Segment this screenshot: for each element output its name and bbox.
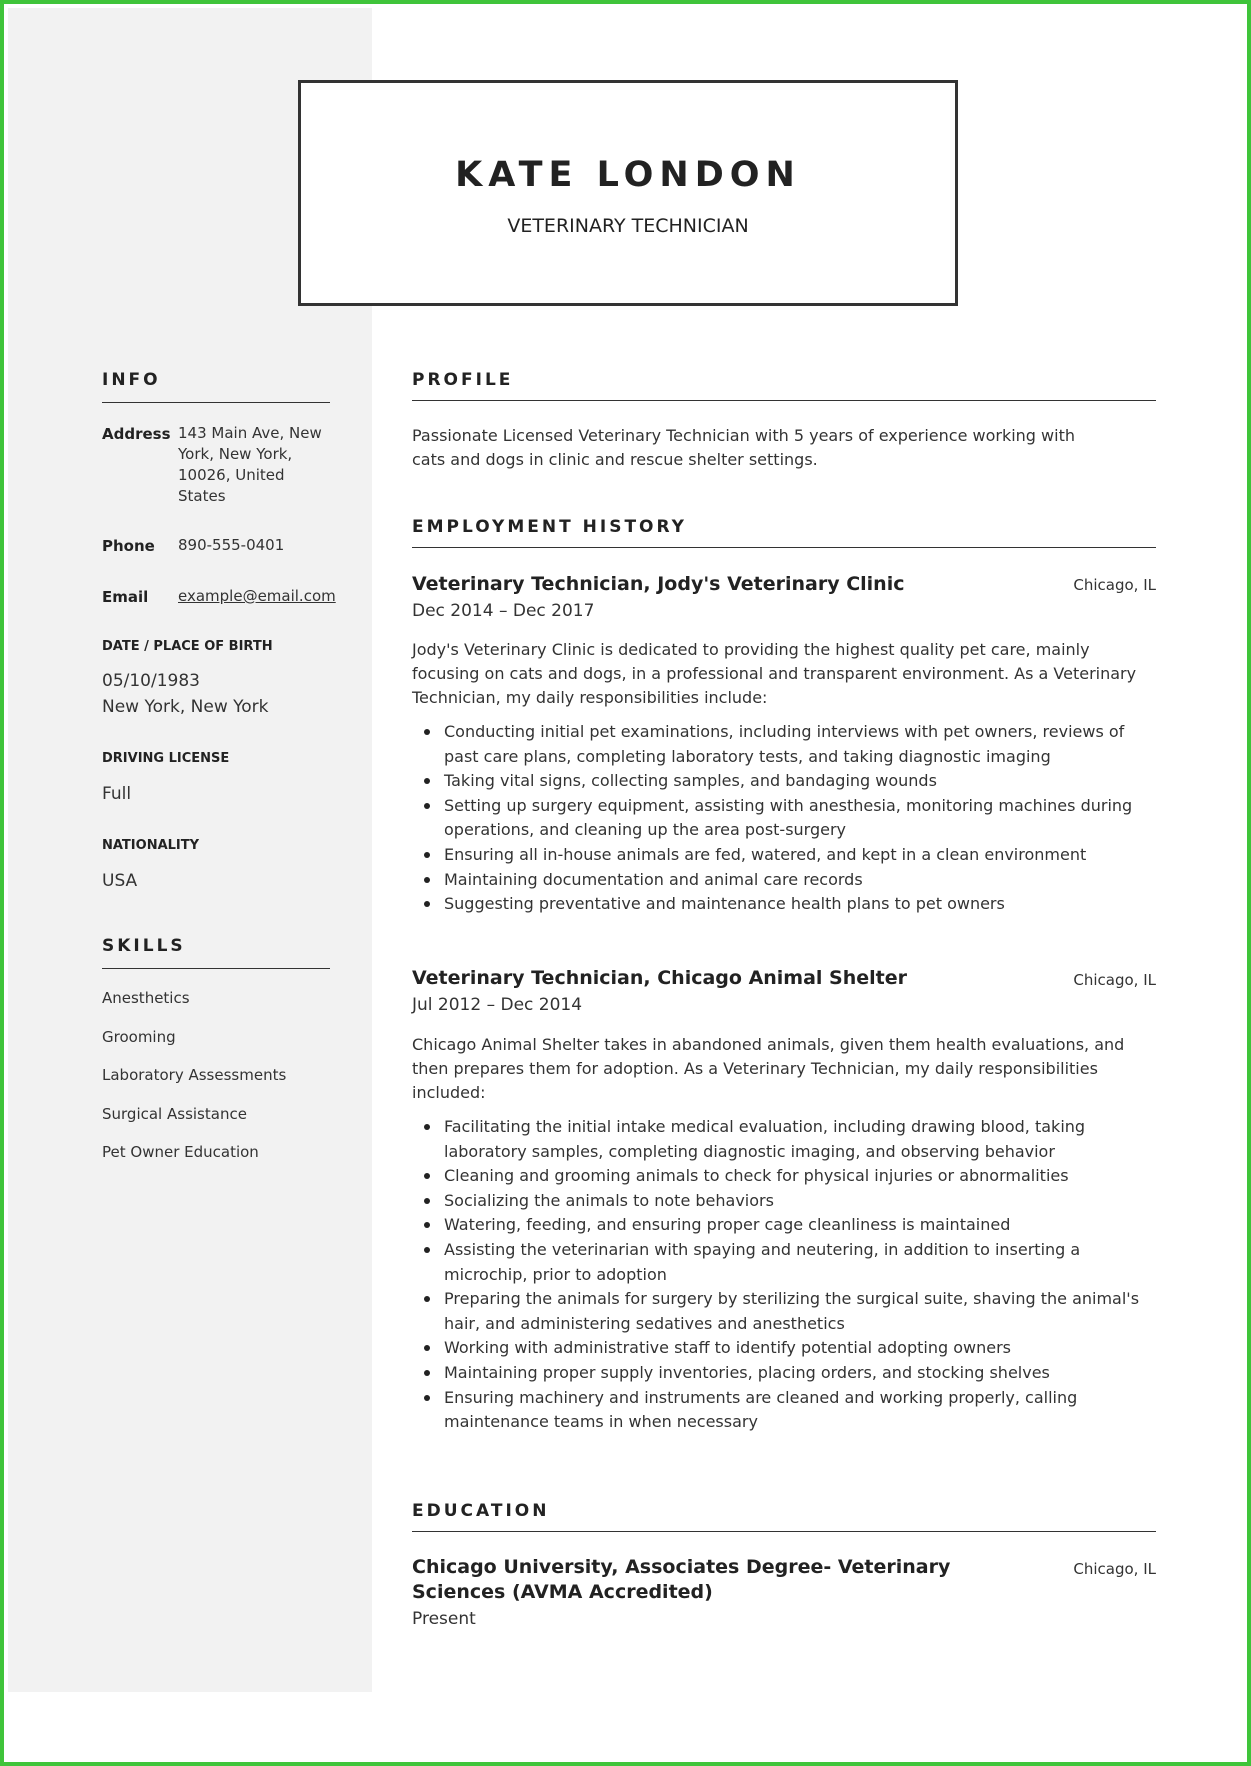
bullet-line: Suggesting preventative and maintenance health plans to pet owners bbox=[444, 894, 1005, 914]
skill-item: Laboratory Assessments bbox=[102, 1066, 287, 1084]
driving-license-label: DRIVING LICENSE bbox=[102, 751, 230, 766]
phone-value: 890-555-0401 bbox=[178, 536, 285, 554]
address-value bbox=[178, 423, 322, 507]
job-title: Veterinary Technician, Jody's Veterinary Clinic bbox=[412, 573, 905, 595]
address-line: 143 Main Ave, New bbox=[178, 424, 322, 442]
skill-item: Anesthetics bbox=[102, 989, 190, 1007]
job-dates: Dec 2014 – Dec 2017 bbox=[412, 601, 595, 621]
list-item bbox=[412, 720, 1156, 769]
education-title-line: Sciences (AVMA Accredited) bbox=[412, 1581, 713, 1603]
list-item bbox=[412, 843, 1156, 868]
bullet-line: operations, and cleaning up the area post-surgery bbox=[444, 820, 847, 840]
bullet-line: hair, and administering sedatives and anesthetics bbox=[444, 1313, 845, 1333]
list-item bbox=[412, 794, 1156, 843]
bullet-line: Taking vital signs, collecting samples, and bandaging wounds bbox=[444, 771, 937, 791]
job-responsibilities bbox=[412, 720, 1156, 917]
address-line: 10026, United bbox=[178, 466, 285, 484]
bullet-line: Facilitating the initial intake medical evaluation, including drawing blood, taking bbox=[444, 1117, 1086, 1136]
job-title: Veterinary Technician, Chicago Animal Shelter bbox=[412, 967, 908, 989]
bullet-line: Socializing the animals to note behaviors bbox=[444, 1190, 774, 1210]
info-heading: INFO bbox=[102, 370, 330, 403]
job-location: Chicago, IL bbox=[1073, 971, 1156, 989]
skills-heading: SKILLS bbox=[102, 936, 330, 969]
bullet-line: laboratory samples, completing diagnostic imaging, and observing behavior bbox=[444, 1141, 1055, 1161]
job-responsibilities bbox=[412, 1115, 1156, 1435]
birth-label: DATE / PLACE OF BIRTH bbox=[102, 639, 273, 654]
education-title-line: Chicago University, Associates Degree- Veterinary bbox=[412, 1556, 951, 1578]
bullet-line: Ensuring all in-house animals are fed, watered, and kept in a clean environment bbox=[444, 844, 1087, 864]
list-item bbox=[412, 1115, 1156, 1164]
description-line: Chicago Animal Shelter takes in abandoned animals, given them health evaluations, and bbox=[412, 1035, 1125, 1054]
email-link[interactable]: example@email.com bbox=[178, 587, 336, 605]
list-item bbox=[412, 1238, 1156, 1287]
skill-item: Grooming bbox=[102, 1028, 176, 1046]
list-item bbox=[412, 1336, 1156, 1361]
bullet-line: Watering, feeding, and ensuring proper cage cleanliness is maintained bbox=[444, 1215, 1011, 1235]
birth-place: New York, New York bbox=[102, 697, 269, 717]
email-label: Email bbox=[102, 588, 149, 606]
address-line: States bbox=[178, 487, 226, 505]
bullet-line: Conducting initial pet examinations, including interviews with pet owners, reviews of bbox=[444, 722, 1125, 741]
bullet-line: Cleaning and grooming animals to check for physical injuries or abnormalities bbox=[444, 1166, 1069, 1186]
candidate-job-title: VETERINARY TECHNICIAN bbox=[507, 215, 749, 237]
phone-label: Phone bbox=[102, 537, 155, 555]
bullet-line: Assisting the veterinarian with spaying and neutering, in addition to inserting a bbox=[444, 1239, 1081, 1259]
skill-item: Pet Owner Education bbox=[102, 1143, 259, 1161]
education-dates: Present bbox=[412, 1609, 476, 1629]
address-line: York, New York, bbox=[178, 445, 293, 463]
job-location: Chicago, IL bbox=[1073, 576, 1156, 594]
nationality-value: USA bbox=[102, 871, 138, 891]
nationality-label: NATIONALITY bbox=[102, 838, 200, 853]
bullet-line: Maintaining proper supply inventories, placing orders, and stocking shelves bbox=[444, 1362, 1050, 1382]
list-item bbox=[412, 868, 1156, 893]
bullet-line: maintenance teams in when necessary bbox=[444, 1412, 758, 1432]
education-location: Chicago, IL bbox=[1073, 1560, 1156, 1578]
job-description bbox=[412, 638, 1156, 710]
profile-summary bbox=[412, 424, 1156, 472]
birth-date: 05/10/1983 bbox=[102, 671, 200, 691]
job-description bbox=[412, 1033, 1156, 1105]
bullet-line: Working with administrative staff to identify potential adopting owners bbox=[444, 1338, 1011, 1358]
list-item bbox=[412, 1164, 1156, 1189]
bullet-line: Ensuring machinery and instruments are cleaned and working properly, calling bbox=[444, 1387, 1078, 1407]
list-item bbox=[412, 892, 1156, 917]
description-line: Technician, my daily responsibilities include: bbox=[412, 688, 768, 707]
candidate-name: KATE LONDON bbox=[455, 155, 801, 195]
list-item bbox=[412, 1361, 1156, 1386]
list-item bbox=[412, 1386, 1156, 1435]
description-line: Jody's Veterinary Clinic is dedicated to providing the highest quality pet care, mainly bbox=[412, 640, 1090, 659]
bullet-line: Preparing the animals for surgery by sterilizing the surgical suite, shaving the animal's bbox=[444, 1289, 1140, 1309]
list-item bbox=[412, 1287, 1156, 1336]
name-header-box bbox=[298, 80, 958, 306]
profile-line: Passionate Licensed Veterinary Technician with 5 years of experience working with bbox=[412, 426, 1075, 445]
profile-line: cats and dogs in clinic and rescue shelter settings. bbox=[412, 450, 818, 469]
bullet-line: Setting up surgery equipment, assisting with anesthesia, monitoring machines during bbox=[444, 795, 1133, 815]
driving-license-value: Full bbox=[102, 784, 132, 804]
bullet-line: Maintaining documentation and animal care records bbox=[444, 869, 863, 889]
list-item bbox=[412, 1213, 1156, 1238]
skill-item: Surgical Assistance bbox=[102, 1105, 247, 1123]
description-line: then prepares them for adoption. As a Veterinary Technician, my daily responsibilities bbox=[412, 1059, 1098, 1078]
education-heading: EDUCATION bbox=[412, 1501, 1156, 1532]
bullet-line: past care plans, completing laboratory tests, and taking diagnostic imaging bbox=[444, 746, 1051, 766]
profile-heading: PROFILE bbox=[412, 370, 1156, 401]
address-label: Address bbox=[102, 425, 171, 443]
description-line: included: bbox=[412, 1083, 486, 1102]
description-line: focusing on cats and dogs, in a professional and transparent environment. As a Veterinary bbox=[412, 664, 1137, 683]
employment-heading: EMPLOYMENT HISTORY bbox=[412, 517, 1156, 548]
job-dates: Jul 2012 – Dec 2014 bbox=[412, 995, 583, 1015]
education-title bbox=[412, 1555, 992, 1605]
list-item bbox=[412, 1189, 1156, 1214]
bullet-line: microchip, prior to adoption bbox=[444, 1264, 667, 1284]
list-item bbox=[412, 769, 1156, 794]
